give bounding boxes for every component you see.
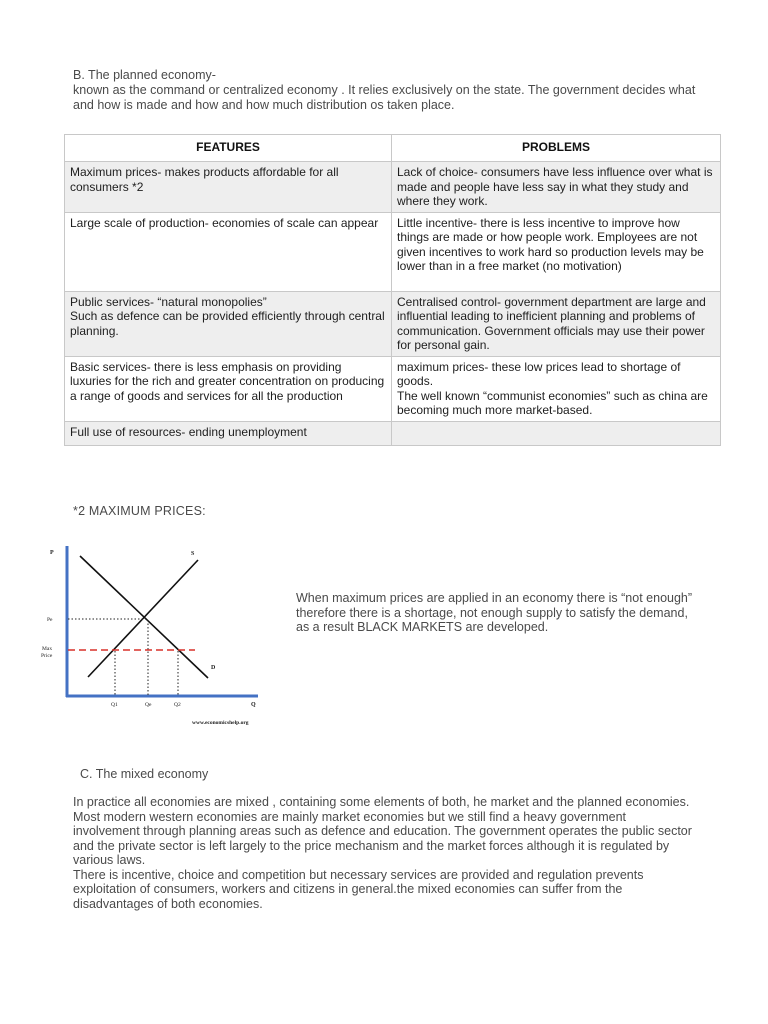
feature-text: Such as defence can be provided efficiently through central planning. xyxy=(70,309,385,338)
feature-cell xyxy=(65,291,392,356)
feature-cell xyxy=(65,212,392,291)
price-axis-label: P xyxy=(50,550,54,556)
problem-text: Little incentive- there is less incentive to improve how things are made or how people work. Employees are not given incentives to work hard so production levels may be lower than in a free market (no motivation) xyxy=(397,215,704,273)
q1-label: Q1 xyxy=(111,702,118,708)
features-column-header: FEATURES xyxy=(65,135,392,162)
mixed-economy-paragraph: Most modern western economies are mainly market economies but we still find a heavy government involvement through planning areas such as defence and education. The government operates the public sector and the private sector is left largely to the price mechanism and the market forces although it is regulated by various laws. xyxy=(73,809,692,867)
mixed-economy-body xyxy=(73,795,693,911)
problem-text: Centralised control- government department are large and influential leading to inefficient planning and problems of communication. Government officials may use their power for personal gain. xyxy=(397,294,706,352)
demand-label: D xyxy=(211,665,216,671)
table-row xyxy=(65,421,721,445)
source-credit: www.economicshelp.org xyxy=(192,720,249,726)
problem-cell xyxy=(392,212,721,291)
table-row xyxy=(65,291,721,356)
problem-text: maximum prices- these low prices lead to shortage of goods. xyxy=(397,359,681,388)
mixed-economy-paragraph: In practice all economies are mixed , containing some elements of both, he market and the planned economies. xyxy=(73,795,690,809)
planned-economy-heading: B. The planned economy- xyxy=(73,68,216,82)
feature-cell xyxy=(65,421,392,445)
feature-text: Maximum prices- makes products affordable for all consumers *2 xyxy=(70,165,339,194)
feature-text: Large scale of production- economies of scale can appear xyxy=(70,215,379,230)
problem-text: The well known “communist economies” such as china are becoming much more market-based. xyxy=(397,388,708,417)
equilibrium-price-label: Pe xyxy=(47,617,53,623)
table-row xyxy=(65,356,721,421)
maximum-prices-description: When maximum prices are applied in an economy there is “not enough” therefore there is a shortage, not enough supply to satisfy the demand, as a result BLACK MARKETS are developed. xyxy=(296,591,693,634)
problem-cell xyxy=(392,291,721,356)
planned-economy-intro: known as the command or centralized economy . It relies exclusively on the state. The government decides what and how is made and how and how much distribution os taken place. xyxy=(73,83,696,112)
mixed-economy-heading: C. The mixed economy xyxy=(80,767,209,781)
feature-cell xyxy=(65,162,392,213)
q2-label: Q2 xyxy=(174,702,181,708)
problems-column-header: PROBLEMS xyxy=(392,135,721,162)
table-row xyxy=(65,162,721,213)
quantity-axis-label: Q xyxy=(251,702,256,708)
mixed-economy-paragraph: There is incentive, choice and competition but necessary services are provided and regulation prevents exploitation of consumers, workers and citizens in general.the mixed economies can suffer from the disadvantages of both economies. xyxy=(73,867,644,911)
table-row xyxy=(65,212,721,291)
problem-cell xyxy=(392,421,721,445)
supply-label: S xyxy=(191,551,195,557)
feature-text: Full use of resources- ending unemployment xyxy=(70,424,307,439)
qe-label: Qe xyxy=(145,702,152,708)
maximum-price-diagram xyxy=(38,540,278,732)
problem-cell xyxy=(392,162,721,213)
feature-text: Basic services- there is less emphasis on providing luxuries for the rich and greater concentration on producing a range of goods and services for all the production xyxy=(70,359,385,403)
feature-cell xyxy=(65,356,392,421)
feature-text: Public services- “natural monopolies” xyxy=(70,294,267,309)
max-price-label-line2: Price xyxy=(41,653,53,659)
problem-cell xyxy=(392,356,721,421)
problem-text: Lack of choice- consumers have less influence over what is made and people have less say in what they study and where they work. xyxy=(397,165,713,208)
features-problems-table xyxy=(64,134,721,446)
max-price-label-line1: Max xyxy=(42,646,53,652)
maximum-prices-title: *2 MAXIMUM PRICES: xyxy=(73,504,206,518)
